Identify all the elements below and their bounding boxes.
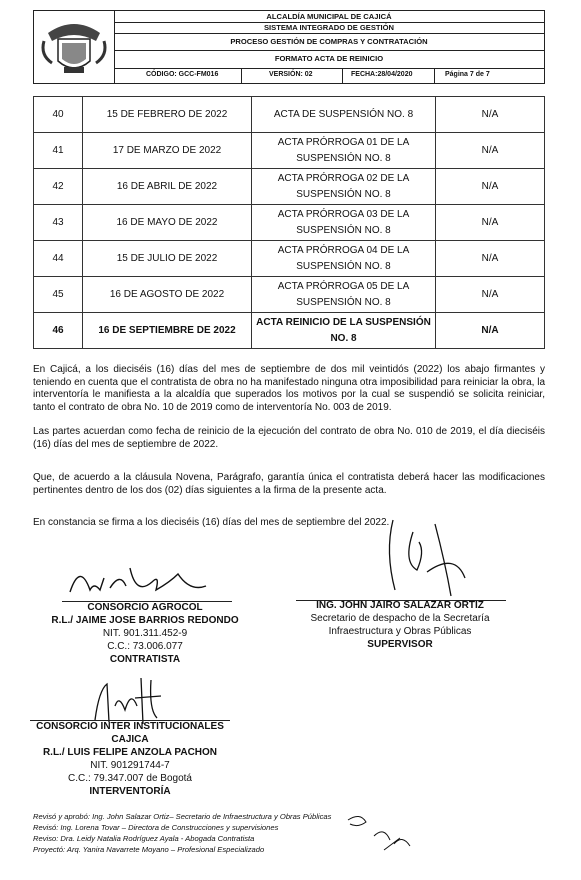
footer-review-3: Reviso: Dra. Leidy Natalia Rodríguez Ayala - Abogada Contratista [33,834,255,843]
interventoria-name: CONSORCIO INTER INSTITUCIONALES [36,721,224,732]
row-document: ACTA PRÓRROGA 02 DE LA SUSPENSIÓN NO. 8 [252,169,436,205]
paragraph-4: En constancia se firma a los dieciséis (16) días del mes de septiembre del 2022. [33,517,390,528]
header-line-2: SISTEMA INTEGRADO DE GESTIÓN [114,22,544,34]
row-observation: N/A [436,205,545,241]
row-date: 16 DE ABRIL DE 2022 [83,169,252,205]
contratista-nit: NIT. 901.311.452-9 [102,628,188,639]
interventoria-role: INTERVENTORÍA [89,786,171,797]
table-row [34,241,545,277]
interventoria-city: CAJICA [111,734,149,745]
interventoria-nit: NIT. 901291744-7 [90,760,170,771]
interventoria-cc: C.C.: 79.347.007 de Bogotá [68,773,192,784]
doc-version: VERSIÓN: 02 [269,71,313,78]
document-header [33,10,545,84]
row-number: 42 [34,169,83,205]
header-line-4: FORMATO ACTA DE REINICIO [114,50,544,69]
row-date: 15 DE JULIO DE 2022 [83,241,252,277]
table-row [34,169,545,205]
contratista-cc: C.C.: 73.006.077 [107,641,183,652]
row-date: 15 DE FEBRERO DE 2022 [83,97,252,133]
doc-page: Página 7 de 7 [445,71,490,78]
row-date: 16 DE MAYO DE 2022 [83,205,252,241]
doc-code: CÓDIGO: GCC-FM016 [146,71,219,78]
row-document: ACTA REINICIO DE LA SUSPENSIÓN NO. 8 [252,313,436,349]
row-observation: N/A [436,97,545,133]
row-document: ACTA PRÓRROGA 05 DE LA SUSPENSIÓN NO. 8 [252,277,436,313]
table-row [34,133,545,169]
table-row [34,97,545,133]
footer-review-4: Proyectó: Arq. Yanira Navarrete Moyano – Profesional Especializado [33,845,265,854]
supervisor-title-1: Secretario de despacho de la Secretaría [310,613,490,624]
header-meta [114,68,544,83]
contratista-role: CONTRATISTA [109,654,181,665]
row-document: ACTA DE SUSPENSIÓN NO. 8 [252,97,436,133]
row-number: 43 [34,205,83,241]
row-document: ACTA PRÓRROGA 04 DE LA SUSPENSIÓN NO. 8 [252,241,436,277]
footer-review-1: Revisó y aprobó: Ing. John Salazar Ortiz– Secretario de Infraestructura y Obras Públicas [33,812,332,821]
supervisor-name: ING. JOHN JAIRO SALAZAR ORTIZ [316,600,484,611]
row-document: ACTA PRÓRROGA 01 DE LA SUSPENSIÓN NO. 8 [252,133,436,169]
header-line-1: ALCALDÍA MUNICIPAL DE CAJICÁ [114,11,544,23]
events-table [33,96,545,349]
supervisor-handwritten-signature [365,512,475,602]
row-date: 16 DE SEPTIEMBRE DE 2022 [83,313,252,349]
supervisor-title-2: Infraestructura y Obras Públicas [328,626,472,637]
row-observation: N/A [436,313,545,349]
paragraph-2: Las partes acuerdan como fecha de reinicio de la ejecución del contrato de obra No. 010 de 2019, el día dieciséis (16) días del mes de septiembre de 2022. [33,426,545,450]
table-row [34,205,545,241]
row-number: 40 [34,97,83,133]
row-number: 46 [34,313,83,349]
interventoria-block [25,720,235,798]
table-row [34,277,545,313]
paragraph-3: Que, de acuerdo a la cláusula Novena, Parágrafo, garantía única el contratista deberá hacer las modificaciones pertinentes dentro de los dos (02) días siguientes a la firma de la presente acta. [33,472,545,496]
contratista-handwritten-signature [60,552,220,602]
supervisor-block [290,599,510,651]
row-document: ACTA PRÓRROGA 03 DE LA SUSPENSIÓN NO. 8 [252,205,436,241]
row-observation: N/A [436,133,545,169]
row-observation: N/A [436,277,545,313]
row-number: 45 [34,277,83,313]
doc-date: FECHA:28/04/2020 [351,71,413,78]
row-observation: N/A [436,241,545,277]
table-row [34,313,545,349]
supervisor-role: SUPERVISOR [367,639,433,650]
coat-of-arms-logo [34,11,115,83]
contratista-rep: R.L./ JAIME JOSE BARRIOS REDONDO [51,615,239,626]
row-number: 44 [34,241,83,277]
contratista-name: CONSORCIO AGROCOL [87,602,203,613]
row-number: 41 [34,133,83,169]
row-observation: N/A [436,169,545,205]
row-date: 16 DE AGOSTO DE 2022 [83,277,252,313]
interventoria-rep: R.L./ LUIS FELIPE ANZOLA PACHON [42,747,218,758]
header-line-3: PROCESO GESTIÓN DE COMPRAS Y CONTRATACIÓN [114,33,544,51]
footer-review-2: Revisó: Ing. Lorena Tovar – Directora de Construcciones y supervisiones [33,823,279,832]
initials-marks [340,806,420,856]
row-date: 17 DE MARZO DE 2022 [83,133,252,169]
interventoria-handwritten-signature [85,670,175,726]
contratista-block [40,601,250,666]
paragraph-1: En Cajicá, a los dieciséis (16) días del mes de septiembre de dos mil veintidós (2022) los abajo firmantes y teniendo en cuenta que el contratista de obra no ha manifestado ninguna otra imposibilidad para reiniciar la obra, la interventoría le manifiesta a la alcaldía que superados los motivos por la cual se suspendió se solicita reiniciar, tanto el contrato de obra No. 10 de 2019 como de interventoría No. 003 de 2019. [33,364,546,413]
